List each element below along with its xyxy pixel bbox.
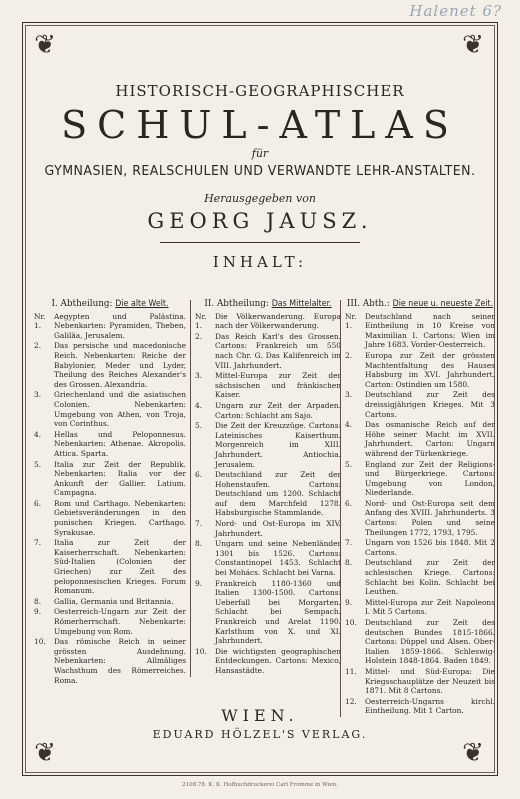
title-line-1: HISTORISCH-GEOGRAPHISCHER (115, 82, 405, 100)
section-heading-title: Die alte Welt. (115, 299, 169, 309)
entry-number: 3. (345, 390, 353, 400)
entry-text: Ungarn zur Zeit der Arpaden. Carton: Schlacht am Sajo. (215, 400, 341, 420)
author-name: GEORG JAUSZ. (147, 209, 373, 233)
corner-ornament-icon: ❦ (462, 30, 484, 60)
contents-entry (345, 420, 495, 458)
entry-text: Die Zeit der Kreuzzüge. Cartons: Lateinisches Kaiserthum. Morgenreich im XIII. Jahrhundert. Antiochia. Jerusalem. (215, 421, 341, 469)
contents-heading: INHALT: (212, 253, 308, 271)
section-heading-title: Das Mittelalter. (271, 299, 332, 309)
section-heading (34, 300, 186, 310)
corner-ornament-icon: ❦ (462, 738, 484, 768)
contents-column-3 (340, 300, 495, 717)
entry-number: 3. (34, 390, 42, 400)
contents-entry (195, 332, 341, 370)
contents-column-1 (34, 300, 186, 686)
entry-number: 2. (345, 350, 353, 360)
contents-entry (34, 637, 186, 685)
entry-text: Deutschland nach seiner Eintheilung in 10 Kreise von Maximilian I. Cartons: Wien im Jahre 1683. Vorder-Oesterreich. (365, 311, 495, 350)
entry-text: Deutschland zur Zeit des deutschen Bundes 1815-1866. Cartons: Düppel und Alsen. Ober-Italien 1859-1866. Schleswig-Holstein 1848-1864. Baden 1849. (365, 618, 495, 666)
contents-entry (195, 371, 341, 400)
entry-text: Italia zur Zeit der Republik. Nebenkarten: Italia vor der Ankunft der Gallier. Latium. Campagna. (54, 459, 186, 498)
section-heading (195, 300, 341, 310)
entry-number: Nr. 1. (34, 311, 46, 331)
entry-number: 10. (195, 646, 207, 656)
entry-text: Mittel-Europa zur Zeit der sächsischen und fränkischen Kaiser. (215, 371, 341, 400)
contents-entry (34, 430, 186, 459)
entry-text: Italia zur Zeit der Kaiserherrschaft. Nebenkarten: Süd-Italien (Colonien der Griechen) zur Zeit des peloponnesischen Krieges. Forum Romanum. (54, 538, 186, 596)
contents-entry (345, 351, 495, 389)
entry-text: Mittel- und Süd-Europa: Die Kriegsschauplätze der Neuzeit bis 1871. Mit 8 Cartons. (365, 666, 495, 696)
entry-number: 2. (34, 341, 42, 351)
entry-number: 4. (345, 420, 353, 430)
entry-number: 7. (195, 519, 203, 529)
contents-entry (345, 538, 495, 557)
entry-text: Frankreich 1180-1360 und Italien 1300-1500. Cartons: Ueberfall bei Morgarten. Schlacht bei Sempach. Frankreich und Arelat 1190. Karlsthum von X. und XI. Jahrhundert. (215, 578, 341, 646)
entry-text: Die wichtigsten geographischen Entdeckungen. Cartons: Mexico, Hansastädte. (215, 646, 341, 675)
entry-text: Griechenland und die asiatischen Colonien. Nebenkarten: Umgebung von Athen, von Troja, von Corinthus. (54, 390, 186, 429)
handwritten-note: Halenet 6? (409, 2, 502, 20)
entry-number: 6. (195, 470, 203, 480)
contents-entry (195, 539, 341, 577)
editor-label: Herausgegeben von (204, 192, 316, 205)
entry-number: 2. (195, 331, 203, 341)
entry-number: 3. (195, 371, 203, 381)
contents-entry (34, 607, 186, 636)
entry-number: 5. (345, 459, 353, 469)
entry-number: 9. (34, 607, 42, 617)
entry-number: 10. (34, 637, 46, 647)
contents-entry (195, 647, 341, 676)
entry-text: Gallia, Germania und Britannia. (54, 596, 174, 606)
entry-number: 5. (195, 421, 203, 431)
contents-entry (345, 618, 495, 666)
contents-entry (34, 538, 186, 596)
title-line-3: für (251, 147, 269, 160)
entry-text: Mittel-Europa zur Zeit Napoleons I. Mit 5 Cartons. (365, 597, 495, 617)
printer-footer: 2108.78. K. K. Hofbuchdruckerei Carl Fromme in Wien. (182, 782, 338, 788)
entry-number: 5. (34, 459, 42, 469)
entry-text: Europa zur Zeit der grössten Machtentfaltung des Hauses Habsburg im XVI. Jahrhundert. Carton: Ostindien um 1580. (365, 350, 495, 389)
contents-entry (195, 519, 341, 538)
contents-entry (195, 312, 341, 331)
entry-text: Aegypten und Palästina. Nebenkarten: Pyramiden, Theben, Galiläa, Jerusalem. (54, 311, 186, 340)
contents-entry (345, 460, 495, 498)
section-heading-prefix: III. Abth.: (346, 299, 390, 309)
entry-text: Hellas und Peloponnesus. Nebenkarten: Athenae. Akropolis. Attica. Sparta. (54, 429, 186, 458)
contents-entry (345, 390, 495, 419)
entry-number: 7. (34, 538, 42, 548)
contents-entry (34, 390, 186, 428)
entry-text: Das Reich Karl's des Grossen. Cartons: Frankreich um 550 nach Chr. G. Das Kalifenreich im VIII. Jahrhundert. (215, 331, 341, 370)
contents-entry (34, 499, 186, 537)
entry-text: Rom und Carthago. Nebenkarten: Gebietsveränderungen in den punischen Kriegen. Carthago. Syrakusae. (54, 498, 186, 537)
entry-text: Oesterreich-Ungarns kirchl. Eintheilung. Mit 1 Carton. (365, 696, 495, 716)
entry-number: 9. (345, 597, 353, 607)
contents-entry (195, 421, 341, 469)
corner-ornament-icon: ❦ (34, 30, 56, 60)
entry-number: 6. (34, 498, 42, 508)
entry-number: 11. (345, 666, 357, 676)
section-heading-title: Die neue u. neueste Zeit. (392, 299, 494, 309)
entry-text: Nord- und Ost-Europa im XIV. Jahrhundert. (215, 519, 341, 538)
contents-column-2 (190, 300, 341, 677)
entry-text: Das osmanische Reich auf der Höhe seiner Macht im XVII. Jahrhundert. Carton: Ungarn während der Türkenkriege. (365, 420, 495, 458)
entry-number: 6. (345, 498, 353, 508)
entry-text: Das römische Reich in seiner grössten Ausdehnung. Nebenkarten: Allmäliges Wachsthum des Römerreiches. Roma. (54, 637, 186, 685)
entry-number: 10. (345, 618, 357, 627)
section-heading (345, 300, 495, 310)
entry-number: 8. (195, 539, 203, 549)
entry-text: Ungarn von 1526 bis 1848. Mit 2 Cartons. (365, 538, 495, 557)
entry-text: England zur Zeit der Religions- und Bürgerkriege. Cartons: Umgebung von London, Niederlande. (365, 459, 495, 498)
entry-number: 8. (34, 596, 42, 606)
contents-entry (34, 460, 186, 498)
entry-text: Oesterreich-Ungarn zur Zeit der Römerherrschaft. Nebenkarte: Umgebung von Rom. (54, 607, 186, 636)
entry-text: Deutschland zur Zeit des dreissigjährigen Krieges. Mit 3 Cartons. (365, 390, 495, 419)
section-heading-prefix: II. Abtheilung: (204, 299, 269, 309)
entry-text: Deutschland zur Zeit der Hohenstaufen. Cartons: Deutschland um 1200. Schlacht auf dem Marchfeld 1278. Habsburgische Stammlande. (215, 470, 341, 518)
section-heading-prefix: I. Abtheilung: (51, 299, 113, 309)
contents-entry (345, 558, 495, 596)
imprint-publisher: EDUARD HÖLZEL'S VERLAG. (152, 728, 368, 741)
entry-number: 9. (195, 578, 203, 588)
entry-text: Deutschland zur Zeit der schlesischen Kriege. Cartons: Schlacht bei Kolin. Schlacht bei Leuthen. (365, 558, 495, 597)
entry-text: Nord- und Ost-Europa seit dem Anfang des XVIII. Jahrhunderts. 3 Cartons: Polen und seine Theilungen 1772, 1793, 1795. (365, 498, 495, 537)
contents-entry (345, 667, 495, 696)
contents-entry (345, 598, 495, 617)
entry-text: Ungarn und seine Nebenländer 1301 bis 1526. Cartons: Constantinopel 1453. Schlacht bei Mohács. Schlacht bei Varna. (215, 539, 341, 578)
contents-entry (34, 341, 186, 389)
contents-entry (345, 312, 495, 350)
main-title: SCHUL-ATLAS (61, 103, 459, 147)
contents-entry (195, 401, 341, 420)
title-line-4: GYMNASIEN, REALSCHULEN UND VERWANDTE LEHR-ANSTALTEN. (44, 163, 476, 179)
contents-entry (195, 579, 341, 646)
divider (160, 242, 360, 243)
contents-entry (345, 499, 495, 537)
corner-ornament-icon: ❦ (34, 738, 56, 768)
entry-number: Nr. 1. (195, 311, 207, 331)
entry-text: Das persische und macedonische Reich. Nebenkarten: Reiche der Babylonier, Meder und Lyder, Theilung des Reiches Alexander's des Grossen. Alexandria. (54, 341, 186, 389)
contents-entry (34, 597, 186, 607)
contents-entry (34, 312, 186, 341)
entry-number: 8. (345, 558, 353, 568)
contents-entry (195, 470, 341, 518)
entry-number: 12. (345, 696, 357, 706)
imprint-city: WIEN. (221, 706, 299, 725)
entry-number: 4. (34, 429, 42, 439)
entry-number: Nr. 1. (345, 311, 357, 331)
entry-number: 4. (195, 400, 203, 410)
entry-number: 7. (345, 538, 353, 548)
entry-text: Die Völkerwanderung. Europa nach der Völkerwanderung. (215, 311, 341, 331)
